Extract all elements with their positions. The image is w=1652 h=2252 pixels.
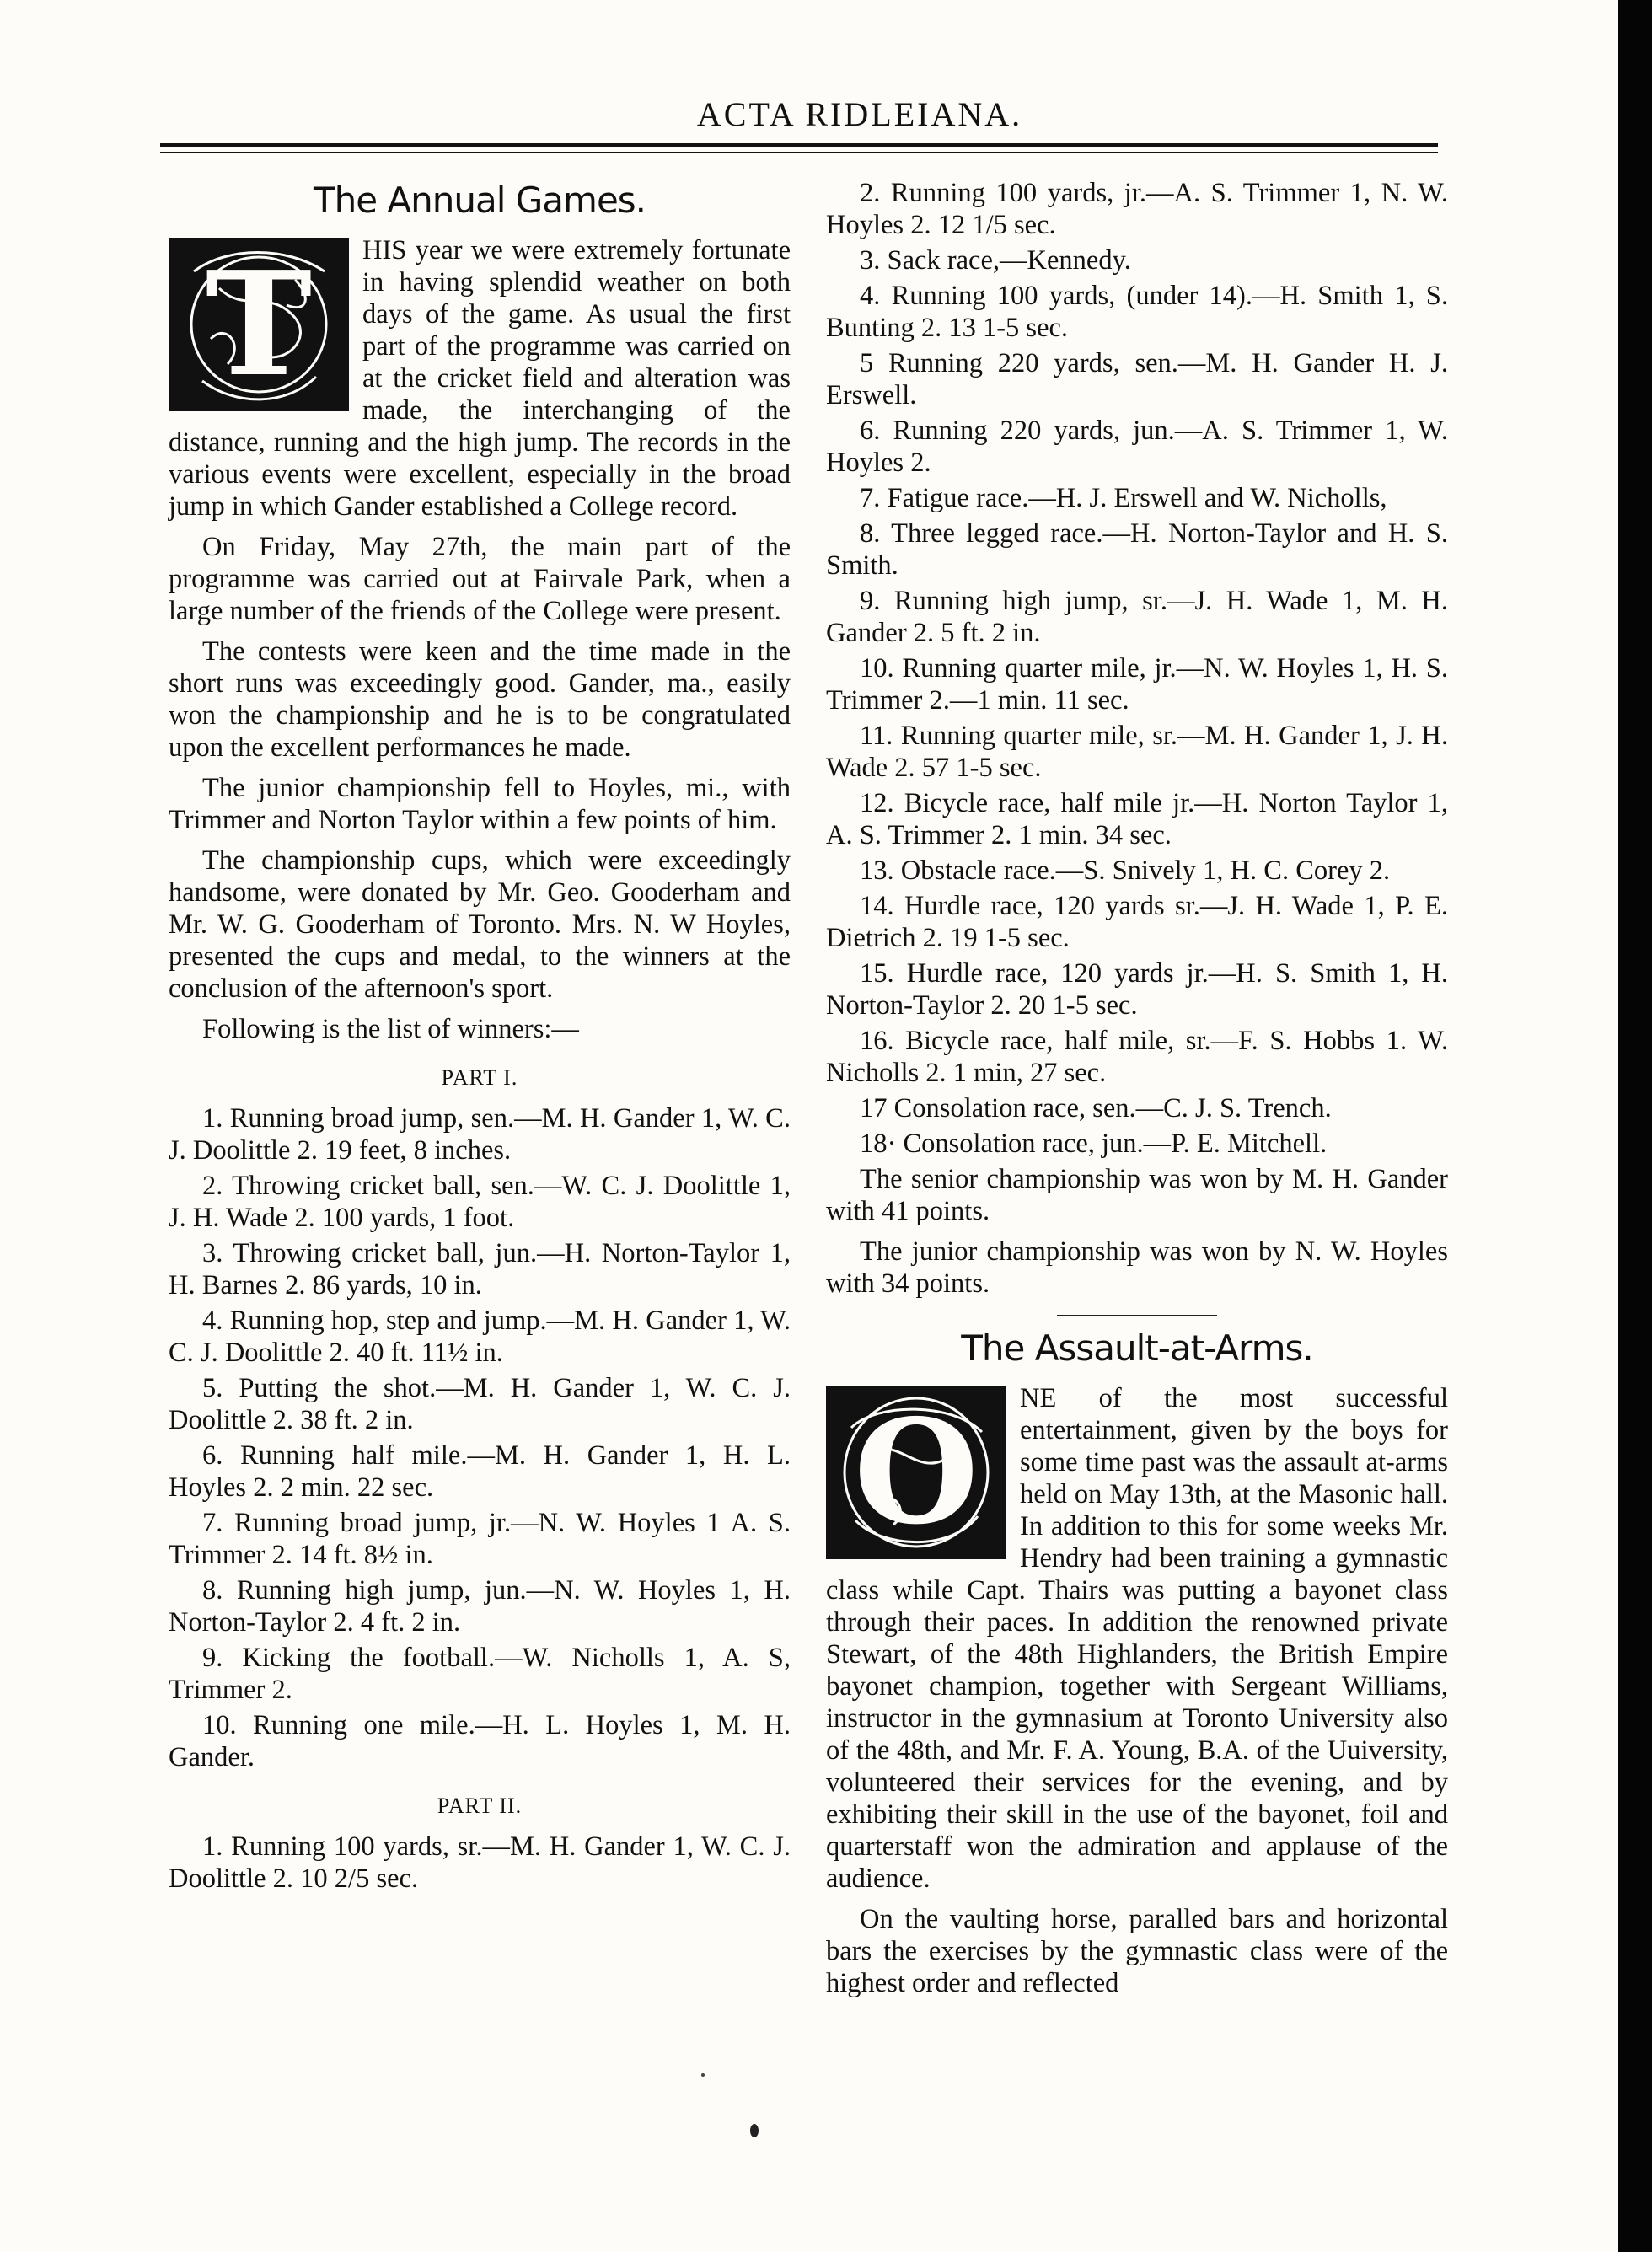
result-item: 7. Running broad jump, jr.—N. W. Hoyles 1 A. S. Trimmer 2. 14 ft. 8½ in. <box>169 1508 791 1570</box>
result-item: 12. Bicycle race, half mile jr.—H. Norton Taylor 1, A. S. Trimmer 2. 1 min. 34 sec. <box>826 788 1448 850</box>
result-item: 8. Running high jump, jun.—N. W. Hoyles 1, H. Norton-Taylor 2. 4 ft. 2 in. <box>169 1575 791 1638</box>
result-item: 13. Obstacle race.—S. Snively 1, H. C. Corey 2. <box>860 855 1391 886</box>
section-divider <box>1057 1315 1217 1316</box>
ornamental-dropcap-t <box>169 238 349 411</box>
result-item: 5. Putting the shot.—M. H. Gander 1, W. C. J. Doolittle 2. 38 ft. 2 in. <box>169 1373 791 1435</box>
result-item: 3. Throwing cricket ball, jun.—H. Norton-Taylor 1, H. Barnes 2. 86 yards, 10 in. <box>169 1238 791 1300</box>
result-item: 11. Running quarter mile, sr.—M. H. Gander 1, J. H. Wade 2. 57 1-5 sec. <box>826 721 1448 783</box>
result-item: 2. Running 100 yards, jr.—A. S. Trimmer 1, N. W. Hoyles 2. 12 1/5 sec. <box>826 178 1448 240</box>
result-item: 8. Three legged race.—H. Norton-Taylor and H. S. Smith. <box>826 518 1448 581</box>
print-mark <box>750 2124 759 2137</box>
result-item: 10. Running one mile.—H. L. Hoyles 1, M. H. Gander. <box>169 1710 791 1772</box>
header-rule <box>160 143 1438 147</box>
result-item: 18· Consolation race, jun.—P. E. Mitchell. <box>860 1129 1328 1159</box>
result-item: 9. Running high jump, sr.—J. H. Wade 1, M. H. Gander 2. 5 ft. 2 in. <box>826 586 1448 648</box>
result-item: 2. Throwing cricket ball, sen.—W. C. J. Doolittle 1, J. H. Wade 2. 100 yards, 1 foot. <box>169 1171 791 1233</box>
paragraph: On the vaulting horse, paralled bars and horizontal bars the exercises by the gymnastic class were of the highest order and reflected <box>826 1904 1448 1998</box>
paragraph: The junior championship was won by N. W. Hoyles with 34 points. <box>826 1236 1448 1299</box>
result-item: 10. Running quarter mile, jr.—N. W. Hoyles 1, H. S. Trimmer 2.—1 min. 11 sec. <box>826 653 1448 716</box>
paragraph: HIS year we were extremely fortunate in having splendid weather on both days of the game. As usual the first part of the programme was carried on at the cricket field and alteration was made, the interchanging of the distance, running and the high jump. The records in the various events were excellent, especially in the broad jump in which Gander established a College record. <box>169 235 791 522</box>
paragraph: On Friday, May 27th, the main part of the programme was carried out at Fairvale Park, when a large number of the friends of the College were present. <box>169 532 791 626</box>
running-head: ACTA RIDLEIANA. <box>696 95 1023 133</box>
page-spine <box>1618 0 1652 2252</box>
result-item: 1. Running broad jump, sen.—M. H. Gander 1, W. C. J. Doolittle 2. 19 feet, 8 inches. <box>169 1103 791 1166</box>
part-heading: PART II. <box>437 1794 523 1818</box>
result-item: 5 Running 220 yards, sen.—M. H. Gander H. J. Erswell. <box>826 348 1448 410</box>
result-item: 17 Consolation race, sen.—C. J. S. Trench. <box>860 1093 1332 1123</box>
dropcap-letter: T <box>205 240 313 409</box>
result-item: 16. Bicycle race, half mile, sr.—F. S. Hobbs 1. W. Nicholls 2. 1 min, 27 sec. <box>826 1026 1448 1088</box>
result-item: 3. Sack race,—Kennedy. <box>860 245 1131 276</box>
paragraph: The championship cups, which were exceedingly handsome, were donated by Mr. Geo. Gooderham and Mr. W. G. Gooderham of Toronto. Mrs. N. W Hoyles, presented the cups and medal, to the winners at the conclusion of the afternoon's sport. <box>169 845 791 1004</box>
part-heading: PART I. <box>441 1065 518 1090</box>
dropcap-letter: O <box>853 1388 979 1557</box>
header-rule-thin <box>160 152 1438 153</box>
paragraph: The junior championship fell to Hoyles, mi., with Trimmer and Norton Taylor within a few points of him. <box>169 773 791 835</box>
paragraph: The senior championship was won by M. H. Gander with 41 points. <box>826 1164 1448 1226</box>
ornamental-dropcap-o <box>826 1386 1006 1559</box>
result-item: 1. Running 100 yards, sr.—M. H. Gander 1, W. C. J. Doolittle 2. 10 2/5 sec. <box>169 1831 791 1894</box>
annual-games-title: The Annual Games. <box>313 180 646 221</box>
paragraph: The contests were keen and the time made in the short runs was exceedingly good. Gander, ma., easily won the championship and he is to be congratulated upon the excellent performances he made. <box>169 636 791 763</box>
result-item: 15. Hurdle race, 120 yards jr.—H. S. Smith 1, H. Norton-Taylor 2. 20 1-5 sec. <box>826 958 1448 1021</box>
right-column <box>826 177 1448 2008</box>
result-item: 7. Fatigue race.—H. J. Erswell and W. Nicholls, <box>860 483 1387 513</box>
assault-at-arms-title: The Assault-at-Arms. <box>961 1327 1313 1369</box>
result-item: 14. Hurdle race, 120 yards sr.—J. H. Wade 1, P. E. Dietrich 2. 19 1-5 sec. <box>826 891 1448 953</box>
paragraph: NE of the most successful entertainment, given by the boys for some time past was the assault at-arms held on May 13th, at the Masonic hall. In addition to this for some weeks Mr. Hendry had been training a gymnastic class while Capt. Thairs was putting a bayonet class through their paces. In addition the renowned private Stewart, of the 48th Highlanders, the British Empire bayonet champion, together with Sergeant Williams, instructor in the gymnasium at Toronto University also of the 48th, and Mr. F. A. Young, B.A. of the Uuiversity, volunteered their services for the evening, and by exhibiting their skill in the use of the bayonet, foil and quarterstaff won the admiration and applause of the audience. <box>826 1383 1448 1894</box>
paragraph: Following is the list of winners:— <box>202 1014 579 1044</box>
print-speck <box>701 2073 705 2077</box>
result-item: 6. Running half mile.—M. H. Gander 1, H. L. Hoyles 2. 2 min. 22 sec. <box>169 1440 791 1503</box>
result-item: 9. Kicking the football.—W. Nicholls 1, A. S, Trimmer 2. <box>169 1643 791 1705</box>
result-item: 4. Running 100 yards, (under 14).—H. Smith 1, S. Bunting 2. 13 1-5 sec. <box>826 281 1448 343</box>
result-item: 6. Running 220 yards, jun.—A. S. Trimmer 1, W. Hoyles 2. <box>826 416 1448 478</box>
result-item: 4. Running hop, step and jump.—M. H. Gander 1, W. C. J. Doolittle 2. 40 ft. 11½ in. <box>169 1306 791 1368</box>
left-column <box>169 177 791 1898</box>
